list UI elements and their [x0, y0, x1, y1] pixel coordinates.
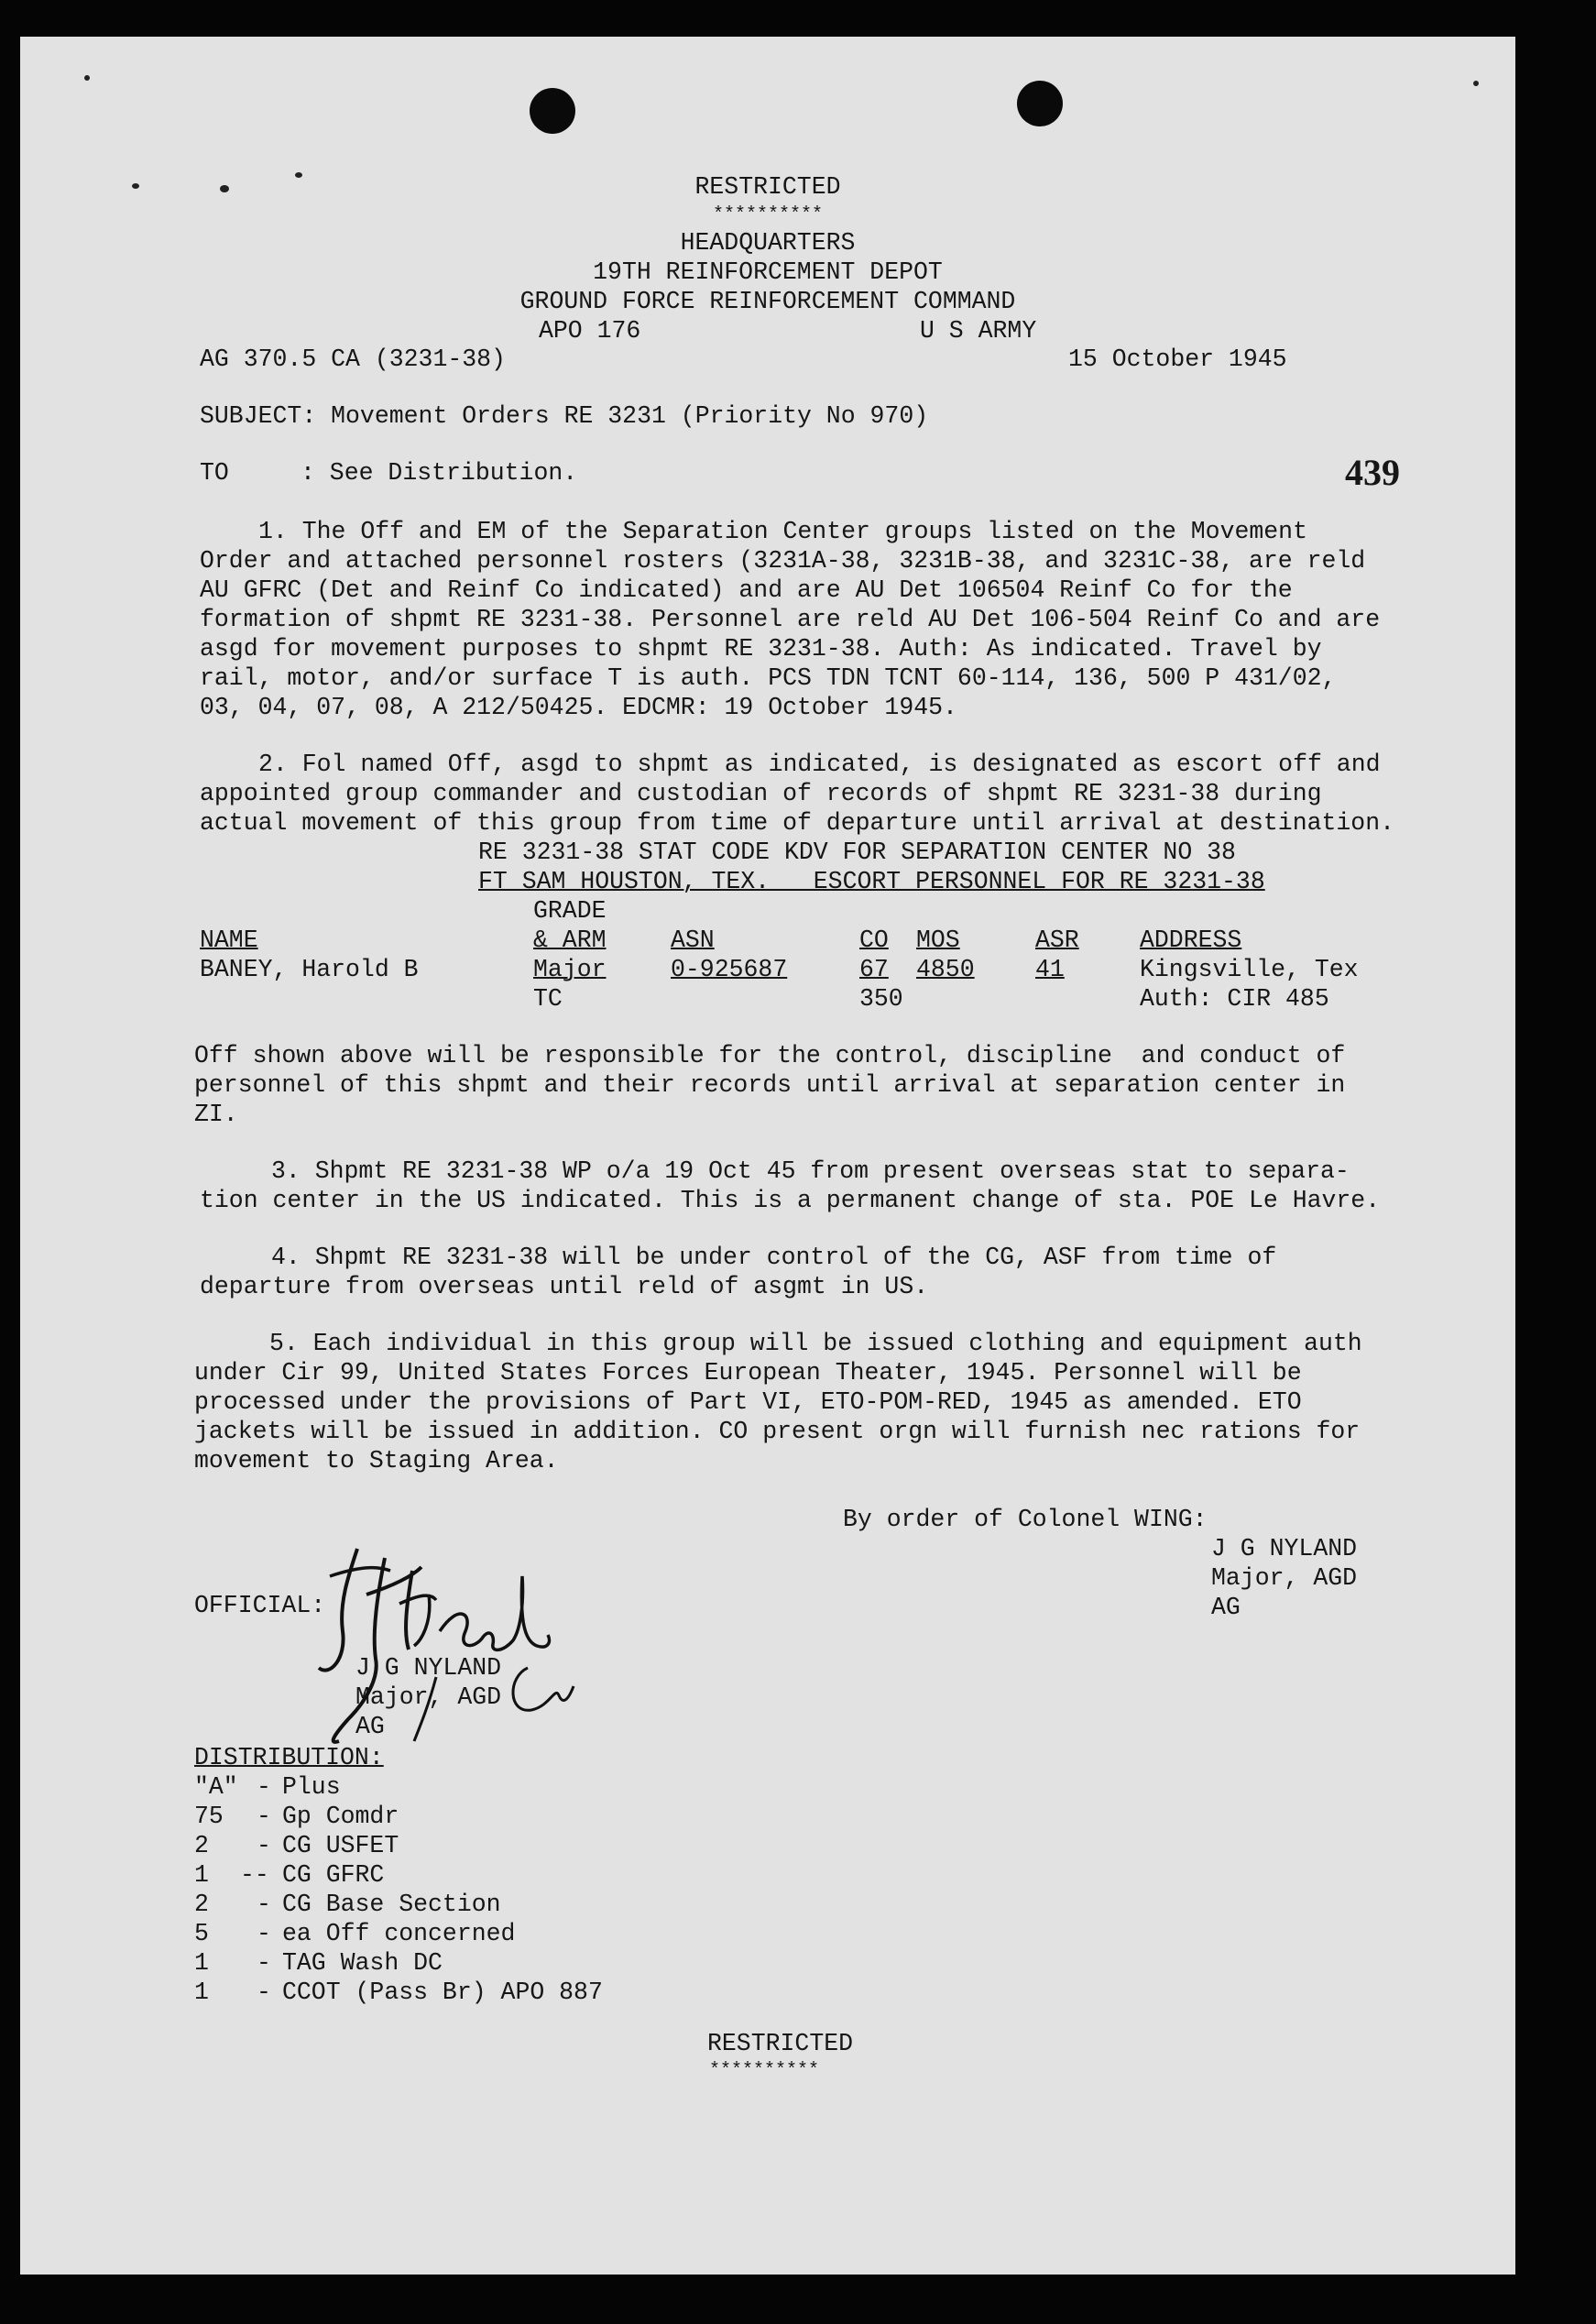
page-number: 439: [1345, 452, 1400, 493]
dist-dash: --: [240, 1861, 269, 1889]
signer-name: J G NYLAND: [1211, 1535, 1358, 1562]
official-office: AG: [355, 1713, 385, 1740]
para2b-line-1: Off shown above will be responsible for the control, discipline and conduct of: [194, 1042, 1346, 1069]
dist-recipient: CG GFRC: [282, 1861, 385, 1889]
para2-line-3: actual movement of this group from time of departure until arrival at destination.: [200, 809, 1395, 837]
dist-recipient: TAG Wash DC: [282, 1949, 443, 1977]
dist-qty: 75: [194, 1803, 224, 1830]
para5-line-5: movement to Staging Area.: [194, 1447, 559, 1474]
to-label: TO: [200, 459, 229, 487]
command-name: GROUND FORCE REINFORCEMENT COMMAND: [519, 288, 1016, 315]
row-name: BANEY, Harold B: [200, 956, 419, 983]
dist-dash: -: [257, 1891, 271, 1918]
dist-recipient: Gp Comdr: [282, 1803, 399, 1830]
para5-line-2: under Cir 99, United States Forces European Theater, 1945. Personnel will be: [194, 1359, 1302, 1387]
header-asn: ASN: [671, 926, 715, 954]
dist-recipient: Plus: [282, 1773, 341, 1801]
official-rank: Major, AGD: [355, 1683, 502, 1711]
dist-qty: "A": [194, 1773, 238, 1801]
official-name: J G NYLAND: [355, 1654, 502, 1682]
para2-line-2: appointed group commander and custodian of records of shpmt RE 3231-38 during: [200, 780, 1322, 807]
by-order-line: By order of Colonel WING:: [843, 1506, 1208, 1533]
dist-qty: 1: [194, 1861, 209, 1889]
para1-line-7: 03, 04, 07, 08, A 212/50425. EDCMR: 19 October 1945.: [200, 694, 957, 721]
header-grade: GRADE: [533, 897, 607, 925]
para1-line-5: asgd for movement purposes to shpmt RE 3231-38. Auth: As indicated. Travel by: [200, 635, 1322, 663]
official-label: OFFICIAL:: [194, 1592, 326, 1619]
document-date: 15 October 1945: [1068, 345, 1287, 373]
para5-line-3: processed under the provisions of Part VI, ETO-POM-RED, 1945 as amended. ETO: [194, 1388, 1302, 1416]
dist-dash: -: [257, 1949, 271, 1977]
row-asn: 0-925687: [671, 956, 788, 983]
dist-qty: 1: [194, 1949, 209, 1977]
signer-office: AG: [1211, 1594, 1241, 1621]
stars-top: **********: [712, 204, 824, 225]
para2b-line-2: personnel of this shpmt and their records until arrival at separation center in: [194, 1071, 1346, 1099]
unit-name: 19TH REINFORCEMENT DEPOT: [593, 258, 943, 286]
para2b-line-3: ZI.: [194, 1101, 238, 1128]
handwritten-signature: [312, 1540, 614, 1759]
row-co2: 350: [859, 985, 903, 1013]
dist-dash: -: [257, 1832, 271, 1859]
header-asr: ASR: [1035, 926, 1079, 954]
para1-line-4: formation of shpmt RE 3231-38. Personnel are reld AU Det 106-504 Reinf Co and are: [200, 606, 1381, 633]
row-mos: 4850: [916, 956, 975, 983]
dist-dash: -: [257, 1803, 271, 1830]
headquarters: HEADQUARTERS: [680, 229, 856, 257]
dist-qty: 5: [194, 1920, 209, 1947]
header-address: ADDRESS: [1140, 926, 1242, 954]
dist-recipient: CG Base Section: [282, 1891, 501, 1918]
classification-bottom: RESTRICTED: [707, 2030, 854, 2057]
apo: APO 176: [539, 317, 641, 345]
para2-line-1: 2. Fol named Off, asgd to shpmt as indicated, is designated as escort off and: [258, 751, 1381, 778]
punch-hole-left: [530, 88, 575, 134]
para4-line-2: departure from overseas until reld of asgmt in US.: [200, 1273, 929, 1300]
header-mos: MOS: [916, 926, 960, 954]
dist-recipient: CG USFET: [282, 1832, 399, 1859]
para3-line-2: tion center in the US indicated. This is a permanent change of sta. POE Le Havre.: [200, 1187, 1381, 1214]
file-reference: AG 370.5 CA (3231-38): [200, 345, 506, 373]
para5-line-4: jackets will be issued in addition. CO present orgn will furnish nec rations for: [194, 1418, 1361, 1445]
escort-heading-line-1: RE 3231-38 STAT CODE KDV FOR SEPARATION CENTER NO 38: [478, 839, 1236, 866]
dist-dash: -: [257, 1979, 271, 2006]
para3-line-1: 3. Shpmt RE 3231-38 WP o/a 19 Oct 45 from present overseas stat to separa-: [271, 1157, 1350, 1185]
para1-line-3: AU GFRC (Det and Reinf Co indicated) and are AU Det 106504 Reinf Co for the: [200, 576, 1293, 604]
to-value: : See Distribution.: [301, 459, 578, 487]
escort-heading-line-2: FT SAM HOUSTON, TEX. ESCORT PERSONNEL FOR RE 3231-38: [478, 868, 1265, 895]
speck: [84, 75, 90, 81]
para1-line-2: Order and attached personnel rosters (3231A-38, 3231B-38, and 3231C-38, are reld: [200, 547, 1366, 575]
dist-recipient: CCOT (Pass Br) APO 887: [282, 1979, 603, 2006]
dist-dash: -: [257, 1773, 271, 1801]
para1-line-1: 1. The Off and EM of the Separation Center groups listed on the Movement: [258, 518, 1307, 545]
dist-qty: 2: [194, 1832, 209, 1859]
dist-qty: 1: [194, 1979, 209, 2006]
header-co: CO: [859, 926, 889, 954]
row-grade: Major: [533, 956, 607, 983]
stars-bottom: **********: [709, 2060, 820, 2081]
header-arm: & ARM: [533, 926, 607, 954]
speck: [1473, 81, 1479, 86]
document-page: [20, 37, 1515, 2275]
row-address: Kingsville, Tex: [1140, 956, 1359, 983]
header-name: NAME: [200, 926, 258, 954]
para1-line-6: rail, motor, and/or surface T is auth. PCS TDN TCNT 60-114, 136, 500 P 431/02,: [200, 664, 1337, 692]
subject-line: SUBJECT: Movement Orders RE 3231 (Priority No 970): [200, 402, 929, 430]
para5-line-1: 5. Each individual in this group will be issued clothing and equipment auth: [269, 1330, 1362, 1357]
row-arm: TC: [533, 985, 563, 1013]
para4-line-1: 4. Shpmt RE 3231-38 will be under control of the CG, ASF from time of: [271, 1244, 1277, 1271]
dist-qty: 2: [194, 1891, 209, 1918]
dist-recipient: ea Off concerned: [282, 1920, 516, 1947]
row-asr: 41: [1035, 956, 1065, 983]
punch-hole-right: [1017, 81, 1063, 126]
row-auth: Auth: CIR 485: [1140, 985, 1329, 1013]
dist-dash: -: [257, 1920, 271, 1947]
classification-top: RESTRICTED: [694, 173, 841, 201]
distribution-title: DISTRIBUTION:: [194, 1744, 384, 1771]
army: U S ARMY: [920, 317, 1037, 345]
signer-rank: Major, AGD: [1211, 1564, 1358, 1592]
row-co: 67: [859, 956, 889, 983]
